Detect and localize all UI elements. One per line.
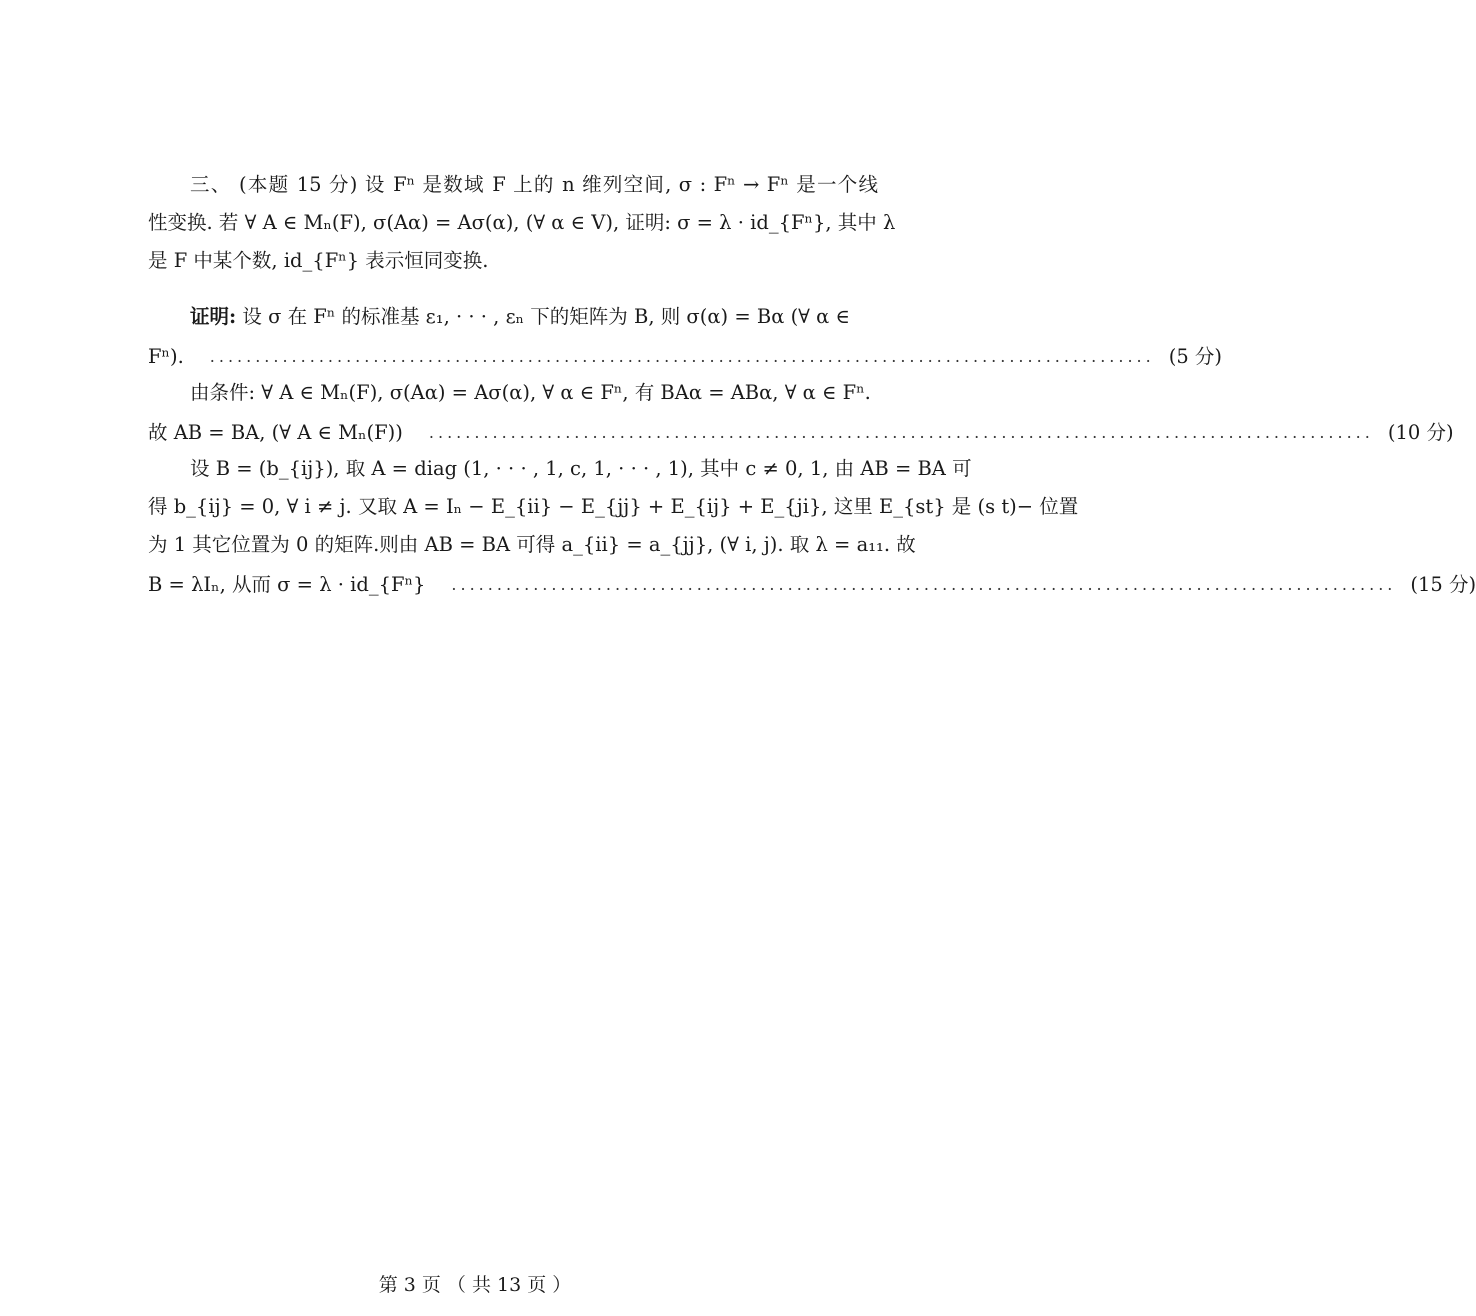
proof-line-5: 设 B = (b_{ij}), 取 A = diag (1, · · · , 1, c, 1, · · · , 1), 其中 c ≠ 0, 1, 由 AB = BA 可 xyxy=(190,457,972,480)
problem-line-1: 三、 (本题 15 分) 设 Fⁿ 是数域 F 上的 n 维列空间, σ : Fⁿ → Fⁿ 是一个线 xyxy=(190,173,878,196)
proof-line-1 xyxy=(148,300,878,338)
proof-line-8-text: B = λIₙ, 从而 σ = λ · id_{Fⁿ} xyxy=(148,573,426,596)
score-10: (10 分) xyxy=(1387,421,1454,444)
proof-line-2 xyxy=(148,338,1223,376)
dot-leader: ........................................................................................................ xyxy=(451,575,1397,594)
proof-line-8 xyxy=(148,566,1476,604)
score-5: (5 分) xyxy=(1168,345,1223,368)
proof-line-1-text: 设 σ 在 Fⁿ 的标准基 ε₁, · · · , εₙ 下的矩阵为 B, 则 σ(α) = Bα (∀ α ∈ xyxy=(236,305,850,328)
proof-line-2-text: Fⁿ). xyxy=(148,345,184,368)
proof-line-6: 得 b_{ij} = 0, ∀ i ≠ j. 又取 A = Iₙ − E_{ii} − E_{jj} + E_{ij} + E_{ji}, 这里 E_{st} 是 (s t)− 位置 xyxy=(148,495,1079,518)
section-gap xyxy=(148,282,878,300)
proof-label: 证明: xyxy=(190,305,237,328)
dot-leader: ........................................................................................................ xyxy=(428,423,1374,442)
document-body xyxy=(148,168,1476,604)
problem-line-2: 性变换. 若 ∀ A ∈ Mₙ(F), σ(Aα) = Aσ(α), (∀ α ∈ V), 证明: σ = λ · id_{Fⁿ}, 其中 λ xyxy=(148,211,896,234)
score-15: (15 分) xyxy=(1410,573,1476,596)
dot-leader: ........................................................................................................ xyxy=(209,347,1155,366)
proof-line-3: 由条件: ∀ A ∈ Mₙ(F), σ(Aα) = Aσ(α), ∀ α ∈ Fⁿ, 有 BAα = ABα, ∀ α ∈ Fⁿ. xyxy=(190,381,871,404)
proof-line-4 xyxy=(148,414,1454,452)
problem-line-3: 是 F 中某个数, id_{Fⁿ} 表示恒同变换. xyxy=(148,249,489,272)
page-footer: 第 3 页 （ 共 13 页 ） xyxy=(378,1274,572,1296)
proof-line-7: 为 1 其它位置为 0 的矩阵.则由 AB = BA 可得 a_{ii} = a_{jj}, (∀ i, j). 取 λ = a₁₁. 故 xyxy=(148,533,916,556)
proof-line-4-text: 故 AB = BA, (∀ A ∈ Mₙ(F)) xyxy=(148,421,403,444)
